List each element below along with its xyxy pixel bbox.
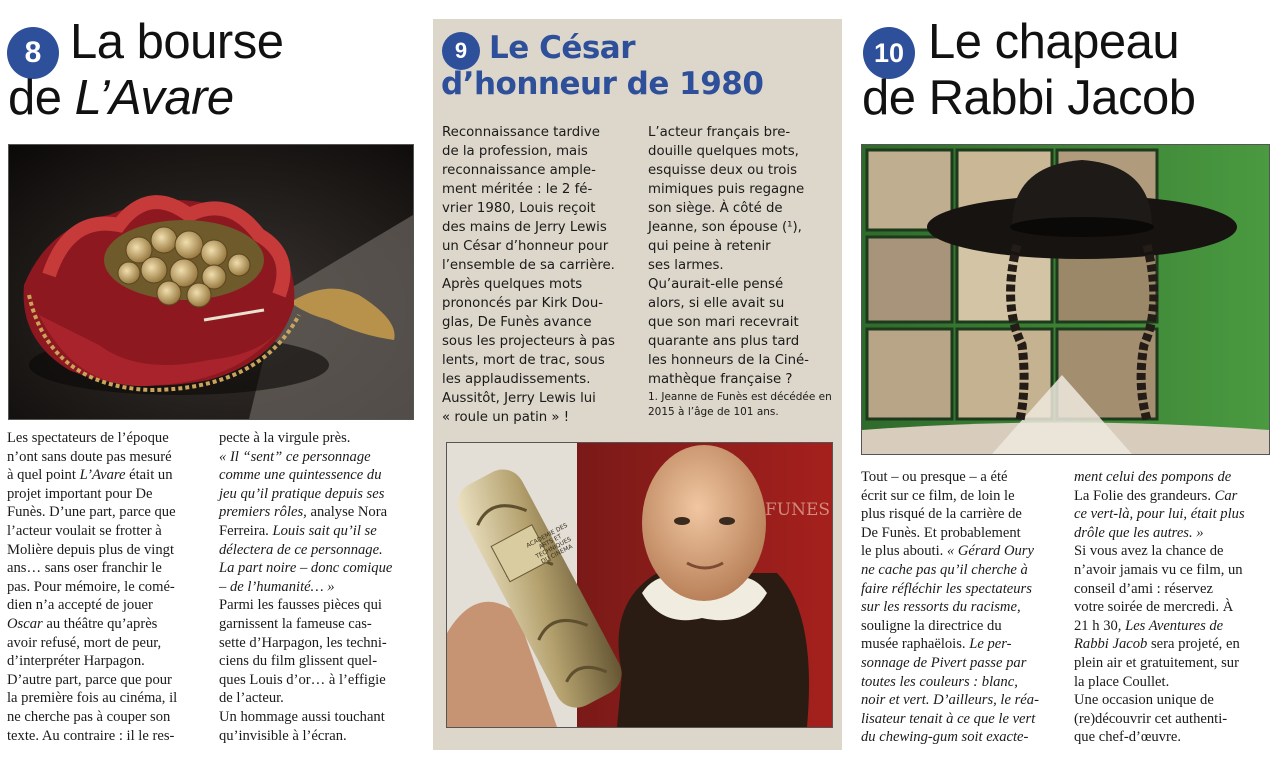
headline-la-bourse: La bourse — [70, 15, 284, 69]
trophy-plate: ACADEMIE DES ARTS ET TECHNIQUES DU CINEMA — [525, 521, 574, 566]
red-velvet-purse-illustration — [9, 145, 413, 419]
cesar-trophy-illustration — [447, 443, 832, 727]
hat-exhibit-illustration — [862, 145, 1269, 454]
photo-cesar-trophy — [446, 442, 833, 728]
article-text-col3-right: ment celui des pompons de La Folie des grandeurs. Car ce vert-là, pour lui, était plus drôle que les autres. » Si vous avez la chance de n’avoir jamais vu ce film, un conseil d’ami : réservez votre soirée de mercredi. À 21 h 30, Les Aventures de Rabbi Jacob sera projeté, en plein air et gratuitement, sur la place Coullet. Une occasion unique de (re)découvrir cet authenti- que chef-d’œuvre. — [1074, 469, 1245, 746]
footnote: 1. Jeanne de Funès est décédée en 2015 à l’âge de 101 ans. — [648, 391, 832, 418]
article-text-col2-left: Reconnaissance tardive de la profession, mais reconnaissance ample- ment méritée : le 2 fé- vrier 1980, Louis reçoit des mains de Jerry Lewis un César d’honneur pour l’ensemble de sa carrière. Après quelques mots prononcés par Kirk Dou- glas, De Funès avance sous les projecteurs à pas lents, mort de trac, sous les applaudissements. Aussitôt, Jerry Lewis lui « roule un patin » ! — [442, 125, 615, 425]
article-text-col1-left: Les spectateurs de l’époque n’ont sans doute pas mesuré à quel point L’Avare était un projet important pour De Funès. D’une part, parce que l’acteur voulait se frotter à Molière depuis plus de vingt ans… sans oser franchir le pas. Pour mémoire, le comé- dien n’a accepté de jouer Oscar au théâtre qu’après avoir refusé, mort de peur, d’interpréter Harpagon. D’autre part, parce que pour la première fois au cinéma, il ne cherche pas à couper son texte. Au contraire : il le res- — [7, 430, 178, 744]
section-number-badge-8: 8 — [7, 27, 59, 79]
section-number-badge-9: 9 — [442, 32, 480, 70]
poster-funes-text: FUNES — [765, 500, 831, 520]
headline-de-lavare: de L’Avare — [8, 71, 234, 125]
photo-purse — [8, 144, 414, 420]
headline-dhonneur-1980: d’honneur de 1980 — [441, 66, 764, 102]
headline-de-rabbi-jacob: de Rabbi Jacob — [862, 71, 1196, 125]
headline-le-cesar: Le César — [489, 30, 636, 66]
article-text-col2-right: L’acteur français bre- douille quelques mots, esquisse deux ou trois mimiques puis regagne son siège. À côté de Jeanne, son épouse (¹), qui peine à retenir ses larmes. Qu’aurait-elle pensé alors, si elle avait su que son mari recevrait quarante ans plus tard les honneurs de la Ciné- mathèque française ? 1. Jeanne de Funès est décédée en 2015 à l’âge de 101 ans. — [648, 123, 838, 420]
article-text-col1-right: pecte à la virgule près. « Il “sent” ce personnage comme une quintessence du jeu qu’il pratique depuis ses premiers rôles, analyse Nora Ferreira. Louis sait qu’il se délectera de ce personnage. La part noire – donc comique – de l’humanité… » Parmi les fausses pièces qui garnissent la fameuse cas- sette d’Harpagon, les techni- ciens du film glissent quel- ques Louis d’or… à l’effigie de l’acteur. Un hommage aussi touchant qu’invisible à l’écran. — [219, 430, 393, 744]
section-number-badge-10: 10 — [863, 27, 915, 79]
headline-le-chapeau: Le chapeau — [928, 15, 1180, 69]
photo-rabbi-jacob-hat — [861, 144, 1270, 455]
article-text-col3-left: Tout – ou presque – a été écrit sur ce film, de loin le plus risqué de la carrière de De Funès. Et probablement le plus abouti. « Gérard Oury ne cache pas qu’il cherche à faire réfléchir les spectateurs sur les ressorts du racisme, souligne la directrice du musée raphaëlois. Le per- sonnage de Pivert passe par toutes les couleurs : blanc, noir et vert. D’ailleurs, le réa- lisateur tenait à ce que le vert du chewing-gum soit exacte- — [861, 469, 1039, 746]
